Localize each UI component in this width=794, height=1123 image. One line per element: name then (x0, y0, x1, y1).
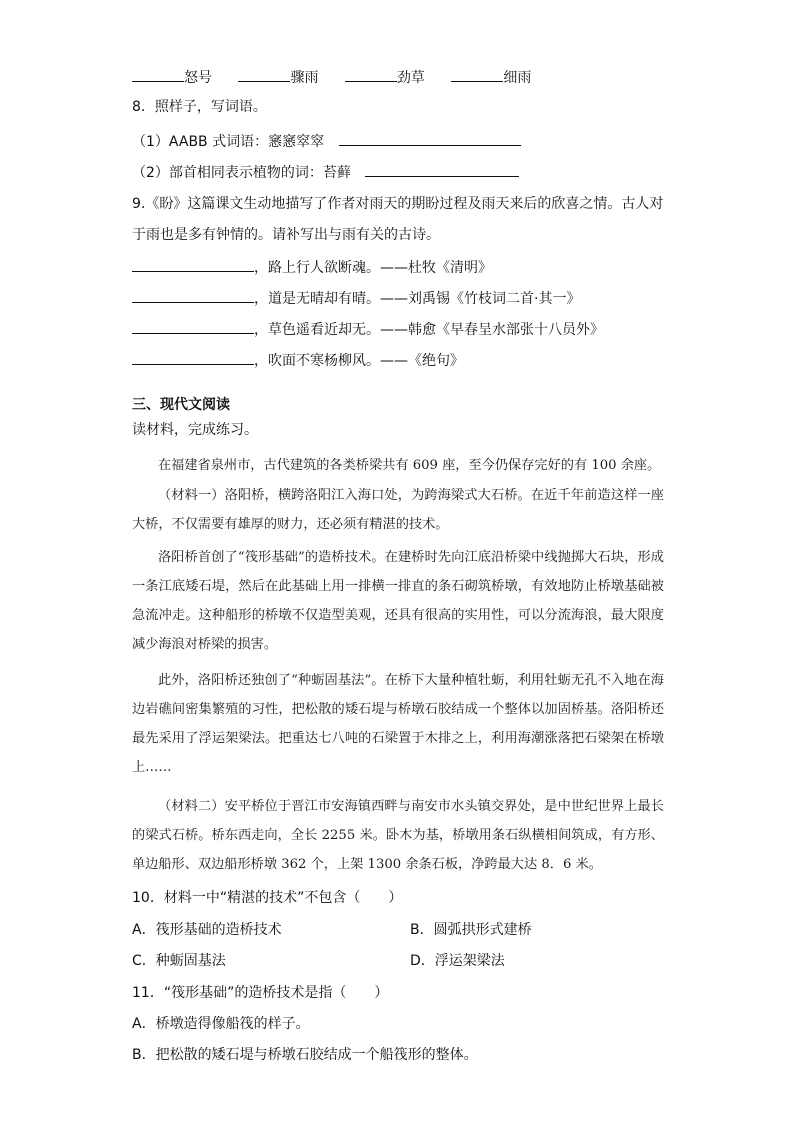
poem-line-text: ，道是无晴却有晴。——刘禹锡《竹枝词二首·其一》 (254, 291, 581, 307)
answer-blank[interactable] (339, 130, 521, 146)
passage-paragraph: 洛阳桥首创了“筏形基础”的造桥技术。在建桥时先向江底沿桥梁中线抛掷大石块，形成一条江底矮石堤，然后在此基础上用一排横一排直的条石砌筑桥墩，有效地防止桥墩基础被急流冲走。这种船形的桥墩不仅造型美观，还具有很高的实用性，可以分流海浪，最大限度减少海浪对桥梁的损害。 (132, 550, 664, 652)
q7-blanks-line (132, 66, 531, 88)
q8-stem: 8．照样子，写词语。 (132, 99, 267, 115)
answer-blank[interactable] (132, 318, 254, 334)
section-heading: 三、现代文阅读 (132, 397, 230, 413)
q8-item1-text: （1）AABB 式词语：窸窸窣窣 (132, 134, 325, 150)
q7-item: 劲草 (396, 70, 425, 86)
passage-paragraph: 此外，洛阳桥还独创了“种蛎固基法”。在桥下大量种植牡蛎，利用牡蛎无孔不入地在海边岩礁间密集繁殖的习性，把松散的矮石堤与桥墩石胶结成一个整体以加固桥基。洛阳桥还最先采用了浮运架梁法。把重达七八吨的石梁置于木排之上，利用海潮涨落把石梁架在桥墩上…… (132, 673, 664, 775)
q7-item: 细雨 (503, 70, 532, 86)
answer-blank[interactable] (365, 161, 519, 177)
q7-item: 怒号 (184, 70, 212, 86)
passage-paragraph: （材料二）安平桥位于晋江市安海镇西畔与南安市水头镇交界处，是中世纪世界上最长的梁式石桥。桥东西走向，全长 2255 米。卧木为基，桥墩用条石纵横相间筑成，有方形、单边船形、双边船形桥墩 362 个，上架 1300 余条石板，净跨最大达 8．6 米。 (132, 799, 664, 872)
section-instruction: 读材料，完成练习。 (132, 422, 258, 438)
poem-line (132, 318, 604, 340)
poem-line-text: ，吹面不寒杨柳风。——《绝句》 (254, 353, 464, 369)
q11-option-b[interactable]: B．把松散的矮石堤与桥墩石胶结成一个船筏形的整体。 (132, 1047, 478, 1063)
q7-item: 骤雨 (290, 70, 319, 86)
answer-blank[interactable] (132, 256, 254, 272)
q9-stem-line2: 于雨也是多有钟情的。请补写出与雨有关的古诗。 (132, 227, 440, 243)
q11-stem: 11．“筏形基础”的造桥技术是指（ ） (132, 985, 389, 1001)
q8-item2-text: （2）部首相同表示植物的词：苔藓 (132, 165, 351, 181)
answer-blank[interactable] (345, 66, 397, 82)
q9-stem-line1: 9.《盼》这篇课文生动地描写了作者对雨天的期盼过程及雨天来后的欣喜之情。古人对 (132, 196, 664, 212)
q10-option-d[interactable]: D．浮运架梁法 (410, 953, 505, 969)
q10-option-b[interactable]: B．圆弧拱形式建桥 (410, 922, 532, 938)
answer-blank[interactable] (132, 349, 254, 365)
q10-option-a[interactable]: A．筏形基础的造桥技术 (132, 922, 282, 938)
answer-blank[interactable] (238, 66, 290, 82)
q10-option-c[interactable]: C．种蛎固基法 (132, 953, 226, 969)
poem-line (132, 256, 492, 278)
passage-paragraph: 在福建省泉州市，古代建筑的各类桥梁共有 609 座，至今仍保存完好的有 100 余座。 (158, 458, 661, 473)
q8-item1 (132, 130, 521, 152)
q11-option-a[interactable]: A．桥墩造得像船筏的样子。 (132, 1016, 310, 1032)
answer-blank[interactable] (132, 287, 254, 303)
answer-blank[interactable] (132, 66, 184, 82)
poem-line-text: ，路上行人欲断魂。——杜牧《清明》 (254, 260, 492, 276)
passage-paragraph: （材料一）洛阳桥，横跨洛阳江入海口处，为跨海梁式大石桥。在近千年前造这样一座大桥，不仅需要有雄厚的财力，还必须有精湛的技术。 (132, 488, 664, 532)
poem-line-text: ，草色遥看近却无。——韩愈《早春呈水部张十八员外》 (254, 322, 604, 338)
answer-blank[interactable] (451, 66, 503, 82)
poem-line (132, 349, 464, 371)
q10-stem: 10．材料一中“精湛的技术”不包含（ ） (132, 890, 403, 906)
poem-line (132, 287, 580, 309)
q8-item2 (132, 161, 519, 183)
